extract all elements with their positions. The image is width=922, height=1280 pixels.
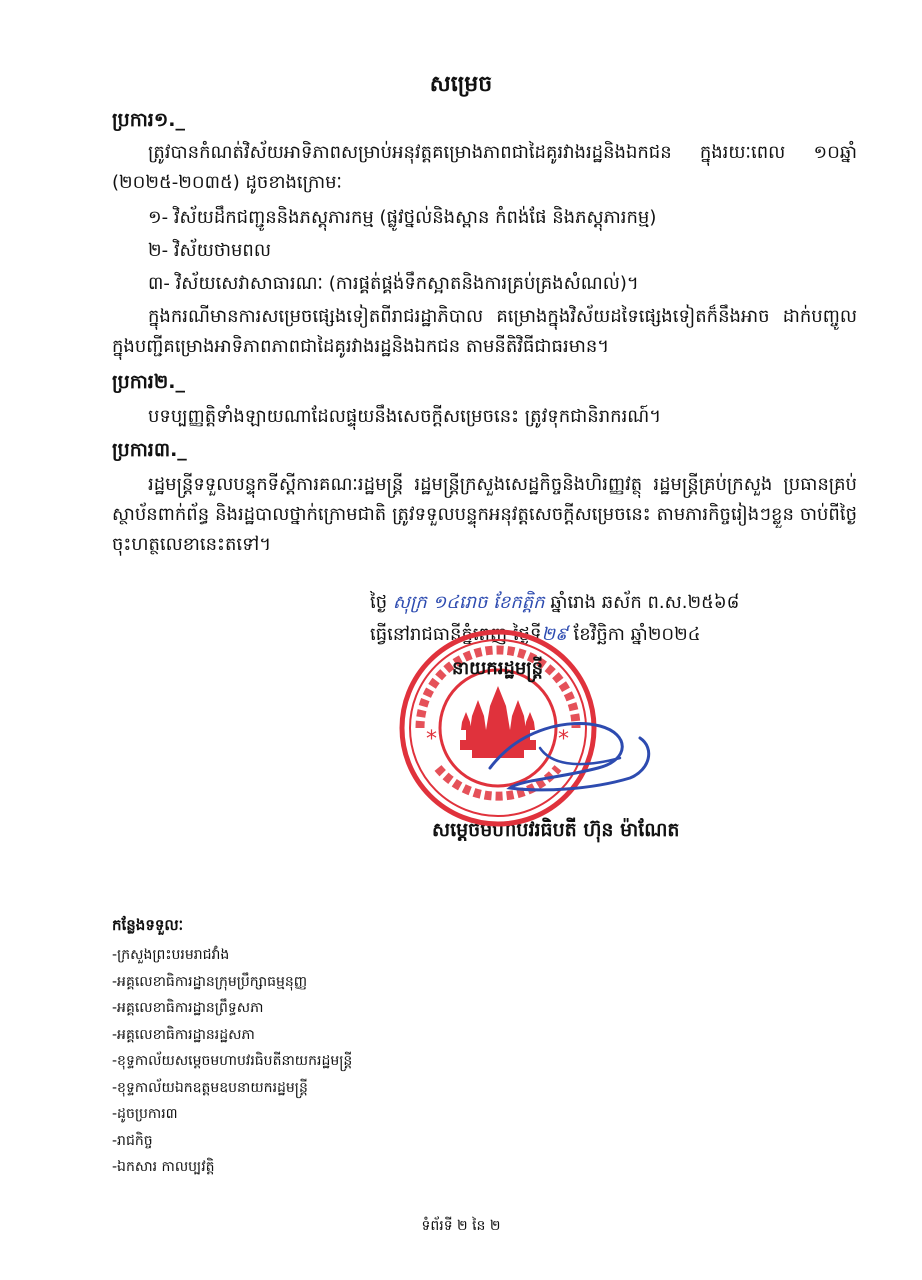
year-prefix: ឆ្នាំ — [630, 624, 648, 645]
signatory-role: នាយករដ្ឋមន្ត្រី — [452, 658, 544, 679]
recipient-item: -ខុទ្ទកាល័យឯកឧត្តមឧបនាយករដ្ឋមន្ត្រី — [112, 1079, 308, 1096]
recipient-item: -ក្រសួងព្រះបរមរាជវាំង — [112, 947, 230, 963]
recipients-list — [112, 942, 352, 1181]
article-1-item-2: ២- វិស័យថាមពល — [148, 240, 271, 261]
article-1-item-3: ៣- វិស័យសេវាសាធារណៈ (ការផ្គត់ផ្គង់ទឹកស្អាតនិងការគ្រប់គ្រងសំណល់)។ — [148, 273, 639, 294]
svg-text:*: * — [426, 727, 437, 752]
article-2-text: បទប្បញ្ញត្តិទាំងឡាយណាដែលផ្ទុយនឹងសេចក្តីសម្រេចនេះ ត្រូវទុកជានិរាករណ៍។ — [148, 406, 662, 427]
recipient-item: -ខុទ្ទកាល័យសម្តេចមហាបវរធិបតីនាយករដ្ឋមន្ត្រី — [112, 1053, 353, 1069]
lunar-year: ឆ្នាំរោង ឆស័ក ព.ស.២៥៦៨ — [550, 592, 740, 613]
recipients-title: កន្លែងទទួលៈ — [112, 916, 184, 934]
handwritten-signature-icon — [480, 708, 660, 800]
article-3-text: រដ្ឋមន្ត្រីទទួលបន្ទុកទីស្តីការគណៈរដ្ឋមន្ត្រី រដ្ឋមន្ត្រីក្រសួងសេដ្ឋកិច្ចនិងហិរញ្ញវត្ថុ រដ្ឋមន្ត្រីគ្រប់ក្រសួង ប្រធានគ្រប់ស្ថាប័នពាក់ព័ន្ធ និងរដ្ឋបាលថ្នាក់ក្រោមជាតិ ត្រូវទទួលបន្ទុកអនុវត្តសេចក្តីសម្រេចនេះ តាមភារកិច្ចរៀងៗខ្លួន ចាប់ពីថ្ងៃចុះហត្ថលេខានេះតទៅ។ — [112, 474, 857, 555]
page-number: ទំព័រទី ២ នៃ ២ — [421, 1218, 501, 1234]
recipient-item: -រាជកិច្ច — [112, 1132, 153, 1149]
lunar-date-handwritten: សុក្រ ១៤រោច ខែកត្តិក — [392, 592, 545, 613]
lunar-date-prefix: ថ្ងៃ — [370, 592, 388, 613]
article-1-closing: ក្នុងករណីមានការសម្រេចផ្សេងទៀតពីរាជរដ្ឋាភិបាល គម្រោងក្នុងវិស័យដទៃផ្សេងទៀតក៏នឹងអាច ដាក់បញ្ចូលក្នុងបញ្ជីគម្រោងអាទិភាពភាពជាដៃគូរវាងរដ្ឋនិងឯកជន តាមនីតិវិធីជាធរមាន។ — [112, 306, 857, 357]
signatory-name: សម្តេចមហាបវរធិបតី ហ៊ុន ម៉ាណែត — [432, 819, 680, 841]
article-1-intro: ត្រូវបានកំណត់វិស័យអាទិភាពសម្រាប់អនុវត្តគម្រោងភាពជាដៃគូរវាងរដ្ឋនិងឯកជន ក្នុងរយៈពេល ១០ឆ្នាំ (២០២៥-២០៣៥) ដូចខាងក្រោមៈ — [112, 142, 857, 193]
svg-text:*: * — [558, 727, 569, 752]
solar-year: ២០២៤ — [647, 624, 701, 645]
recipient-item: -អគ្គលេខាធិការដ្ឋានព្រឹទ្ធសភា — [112, 1000, 264, 1016]
lunar-date-line — [370, 590, 739, 617]
article-1-heading: ប្រការ១._ — [112, 109, 185, 131]
document-title: សម្រេច — [429, 72, 493, 97]
solar-day: ២៩ — [541, 624, 568, 645]
article-1-item-1: ១- វិស័យដឹកជញ្ជូននិងភស្តុភារកម្ម (ផ្លូវថ្នល់និងស្ពាន កំពង់ផែ និងភស្តុភារកម្ម) — [148, 207, 657, 228]
recipient-item: -អគ្គលេខាធិការដ្ឋានក្រុមប្រឹក្សាធម្មនុញ្ញ — [112, 973, 308, 990]
recipient-item: -ដូចប្រការ៣ — [112, 1106, 178, 1122]
article-3-heading: ប្រការ៣._ — [112, 439, 187, 461]
place-prefix: ធ្វើនៅរាជធានីភ្នំពេញ ថ្ងៃទី — [370, 624, 542, 645]
article-2-heading: ប្រការ២._ — [112, 371, 185, 393]
recipient-item: -ឯកសារ កាលប្បវត្តិ — [112, 1159, 215, 1175]
recipient-item: -អគ្គលេខាធិការដ្ឋានរដ្ឋសភា — [112, 1026, 255, 1043]
solar-month: ខែវិច្ឆិកា — [573, 624, 625, 645]
